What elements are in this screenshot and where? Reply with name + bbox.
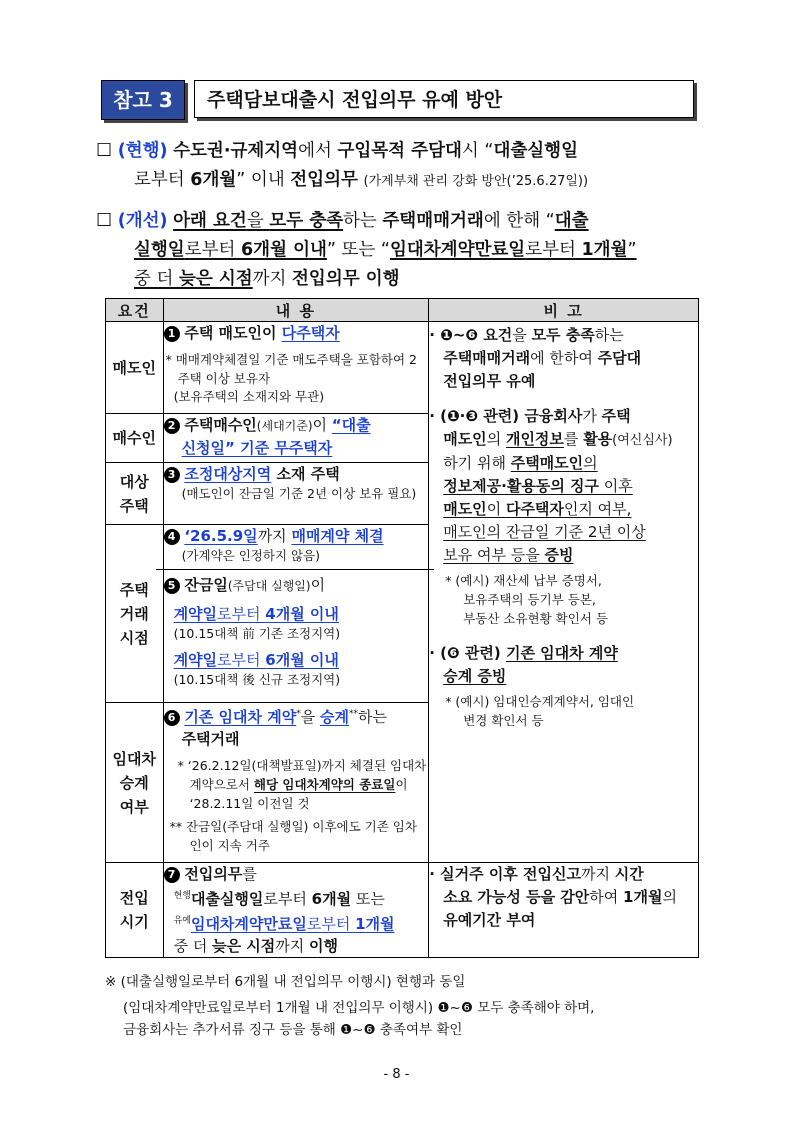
current-label: (현행) [117,141,168,161]
text: ‘26.5.9일 [184,527,258,545]
row-head-seller [106,322,164,414]
remarks-cell [429,322,699,863]
text: 주택 매도인 [184,324,263,342]
content-target [163,463,429,525]
text: 이행 [309,937,339,955]
row-head-timing [106,525,164,703]
text: 또는 [351,890,385,908]
note: (10.15대책 後 신규 조정지역) [173,672,341,687]
text: 매수인 [112,429,157,447]
text: 에서 [298,141,338,161]
text: 거래 [119,604,149,623]
text: 까지 [275,937,310,955]
text: 소요 가능성 등을 감안 [443,888,590,906]
text: 대출 [554,211,589,231]
text: 이 [310,576,326,594]
note: * (예시) 재산세 납부 증명서, [445,573,602,588]
header-requirement: 요건 [106,299,164,322]
text: 매도인의 잔금일 기준 2년 이상 [443,523,646,541]
text: 정보제공·활용동의 징구 [443,477,600,495]
text: 주담대 [597,349,642,367]
text: 1개월 [623,888,663,906]
footnote [105,971,705,1041]
remarks-movein [429,863,699,958]
text: 활용 [583,430,613,448]
number-3-icon: 3 [164,467,180,483]
text: 가 [582,407,602,425]
text: 수도권·규제지역 [173,141,299,161]
text: 늦은 시점 [212,937,276,955]
text: * ‘26.2.12일(대책발표일)까지 체결된 임대차계약으로서 [177,758,427,792]
text: 로부터 [306,915,356,933]
text: 로부터 [217,605,266,623]
text: 이후 [599,477,633,495]
text: 유예기간 부여 [443,911,536,929]
text: 6개월 이내 [265,651,339,669]
requirements-table [105,298,699,958]
text: 임대차 [112,749,157,768]
text: 주택 [601,407,631,425]
text: 아래 요건 [173,211,247,231]
checkbox-icon: ☐ [96,140,113,161]
text: “대출 [331,416,371,434]
text: ” 또는 “ [326,240,390,260]
text: ” 이내 [236,170,291,190]
text: 1개월 [581,240,628,260]
content-movein [163,863,429,958]
footnote-line: 금융회사는 추가서류 징구 등을 통해 ❶~❻ 충족여부 확인 [123,1022,463,1038]
text: 매도인 [443,430,487,448]
text: 까지 [252,269,293,289]
text: 로부터 [134,170,191,190]
note: 부동산 소유현황 확인서 등 [463,611,608,626]
text: 기존 임대차 계약 [184,708,297,726]
text: 로부터 [525,240,582,260]
note: 보유주택의 등기부 등본, [463,592,596,607]
checkbox-icon: ☐ [96,210,113,231]
text: 중 더 [134,269,179,289]
note: 변경 확인서 등 [463,713,544,728]
text: 매도인 [112,358,157,377]
text: 조정대상지역 [184,465,272,483]
text: 다주택자 [505,500,564,518]
number-2-icon: 2 [164,418,180,434]
text: · (❻ 관련) [429,644,506,662]
text: 을 [300,708,320,726]
text: 하기 위해 [443,454,511,472]
text: 이 [312,416,332,434]
text: 의 [583,454,598,472]
note: (가계약은 인정하지 않음) [181,548,321,563]
text: 현행 [173,891,191,901]
text: (여신심사) [612,433,673,448]
text: · (❶·❸ 관련) 금융회사 [429,407,583,425]
text: 주택 [119,580,149,599]
text: 주택매매거래 [382,211,484,231]
text: 실행일 [134,240,185,260]
number-4-icon: 4 [164,529,180,545]
text: 임대차계약만료일 [389,240,526,260]
text: 에 한하여 [530,349,598,367]
text: 까지 [257,527,292,545]
reference-tag: 참고 3 [101,80,185,120]
text: 시점 [119,628,149,647]
text: 시 “ [461,141,494,161]
text: 유예 [173,916,191,926]
text: 하는 [594,326,624,344]
footnote-line: (임대차계약만료일로부터 1개월 내 전입의무 이행시) ❶~❻ 모두 충족해야 하며, [123,1000,595,1016]
text: 의 [662,888,677,906]
page-title: 주택담보대출시 전입의무 유예 방안 [194,80,694,118]
text: 개인정보 [505,430,564,448]
text: 매도인 [443,500,487,518]
text: 해당 임대차계약의 종료일 [253,777,396,792]
text: ** [348,709,358,719]
content-seller [163,322,429,414]
text: 6개월 [311,890,352,908]
text: 전입의무 [184,865,243,883]
current-policy [96,136,706,196]
row-head-movein [106,863,164,958]
text: 주택매수인 [184,416,257,434]
note: ** 잔금일(주담대 실행일) 이후에도 기존 임차인이 지속 거주 [169,819,417,853]
text: 계약일 [173,605,218,623]
text: ” [627,240,637,260]
text: 신청일” 기준 무주택자 [181,439,333,457]
text: 잔금일 [184,576,228,594]
text: 4개월 이내 [265,605,339,623]
text: 에 한해 “ [483,211,555,231]
text: 승계 증빙 [443,667,507,685]
text: (가계부채 관리 강화 방안(’25.6.27일)) [363,174,589,189]
text: 전입의무 유예 [443,372,536,390]
text: 를 [242,865,257,883]
text: 대출실행일 [190,890,264,908]
text: 전입의무 이행 [292,269,400,289]
text: 로부터 [263,890,312,908]
text: 계약일 [173,651,218,669]
header-content: 내 용 [163,299,429,322]
text: 주택 [119,496,149,515]
text: 를 [563,430,584,448]
content-timing [163,525,429,703]
improved-policy [96,206,706,294]
text: 을 [512,326,532,344]
text: 이 [262,324,282,342]
text: 대출실행일 [493,141,578,161]
text: 여부 [119,797,149,816]
text: 증빙 [544,546,574,564]
text: 하는 [357,708,387,726]
text: 기존 임대차 계약 [505,644,618,662]
page-number: - 8 - [383,1067,410,1082]
text: 하는 [343,211,383,231]
text: 매매계약 체결 [291,527,384,545]
text: (세대기준) [256,419,313,433]
text: 전입의무 [290,170,358,190]
footnote-line: ※ (대출실행일로부터 6개월 내 전입의무 이행시) 현행과 동일 [105,974,466,990]
number-5-icon: 5 [164,578,180,594]
text: 로부터 [217,651,266,669]
text: 인지 여부, [563,500,632,518]
text: 소재 주택 [271,465,340,483]
row-head-target [106,463,164,525]
text: 중 더 [173,937,213,955]
text: 승계 [119,773,149,792]
content-buyer [163,414,429,463]
text: 모두 충족 [531,326,595,344]
text: 주택거래 [181,730,240,748]
text: · ❶~❻ 요건 [429,326,513,344]
text: 시기 [119,913,149,931]
note: * (예시) 임대인승계계약서, 임대인 [445,694,635,709]
text: 시간 [614,865,644,883]
text: 이 ‘28.2.11일 이전일 것 [189,777,408,811]
text: 늦은 시점 [178,269,253,289]
text: 로부터 [184,240,241,260]
content-lease [163,703,429,863]
text: 6개월 [190,170,237,190]
text: * [296,709,301,719]
text: 다주택자 [281,324,340,342]
text: (주담대 실행일) [227,579,311,593]
note: (10.15대책 前 기존 조정지역) [173,626,341,641]
text: 의 [486,430,506,448]
row-head-lease [106,703,164,863]
text: 전입 [119,889,149,907]
note: (보유주택의 소재지와 무관) [173,389,325,404]
text: 주택매도인 [510,454,584,472]
text: 이 [486,500,506,518]
text: 승계 [320,708,349,726]
text: 구입목적 주담대 [337,141,462,161]
number-6-icon: 6 [164,710,180,726]
note: (매도인이 잔금일 기준 2년 이상 보유 필요) [181,486,417,501]
text: 6개월 이내 [241,240,327,260]
header-remarks: 비 고 [429,299,699,322]
text: 모두 충족 [269,211,344,231]
text: 주택매매거래 [443,349,531,367]
text: 하여 [589,888,624,906]
text: 보유 여부 등을 [443,546,545,564]
number-1-icon: 1 [164,326,180,342]
text: · 실거주 이후 전입신고 [429,865,581,883]
note: * 매매계약체결일 기준 매도주택을 포함하여 2주택 이상 보유자 [165,352,417,386]
improved-label: (개선) [117,211,168,231]
text: 임대차계약만료일 [190,915,307,933]
text: 까지 [580,865,615,883]
text: 1개월 [355,915,395,933]
text: 대상 [119,472,149,491]
number-7-icon: 7 [164,867,180,883]
row-head-buyer [106,414,164,463]
text: 을 [246,211,270,231]
